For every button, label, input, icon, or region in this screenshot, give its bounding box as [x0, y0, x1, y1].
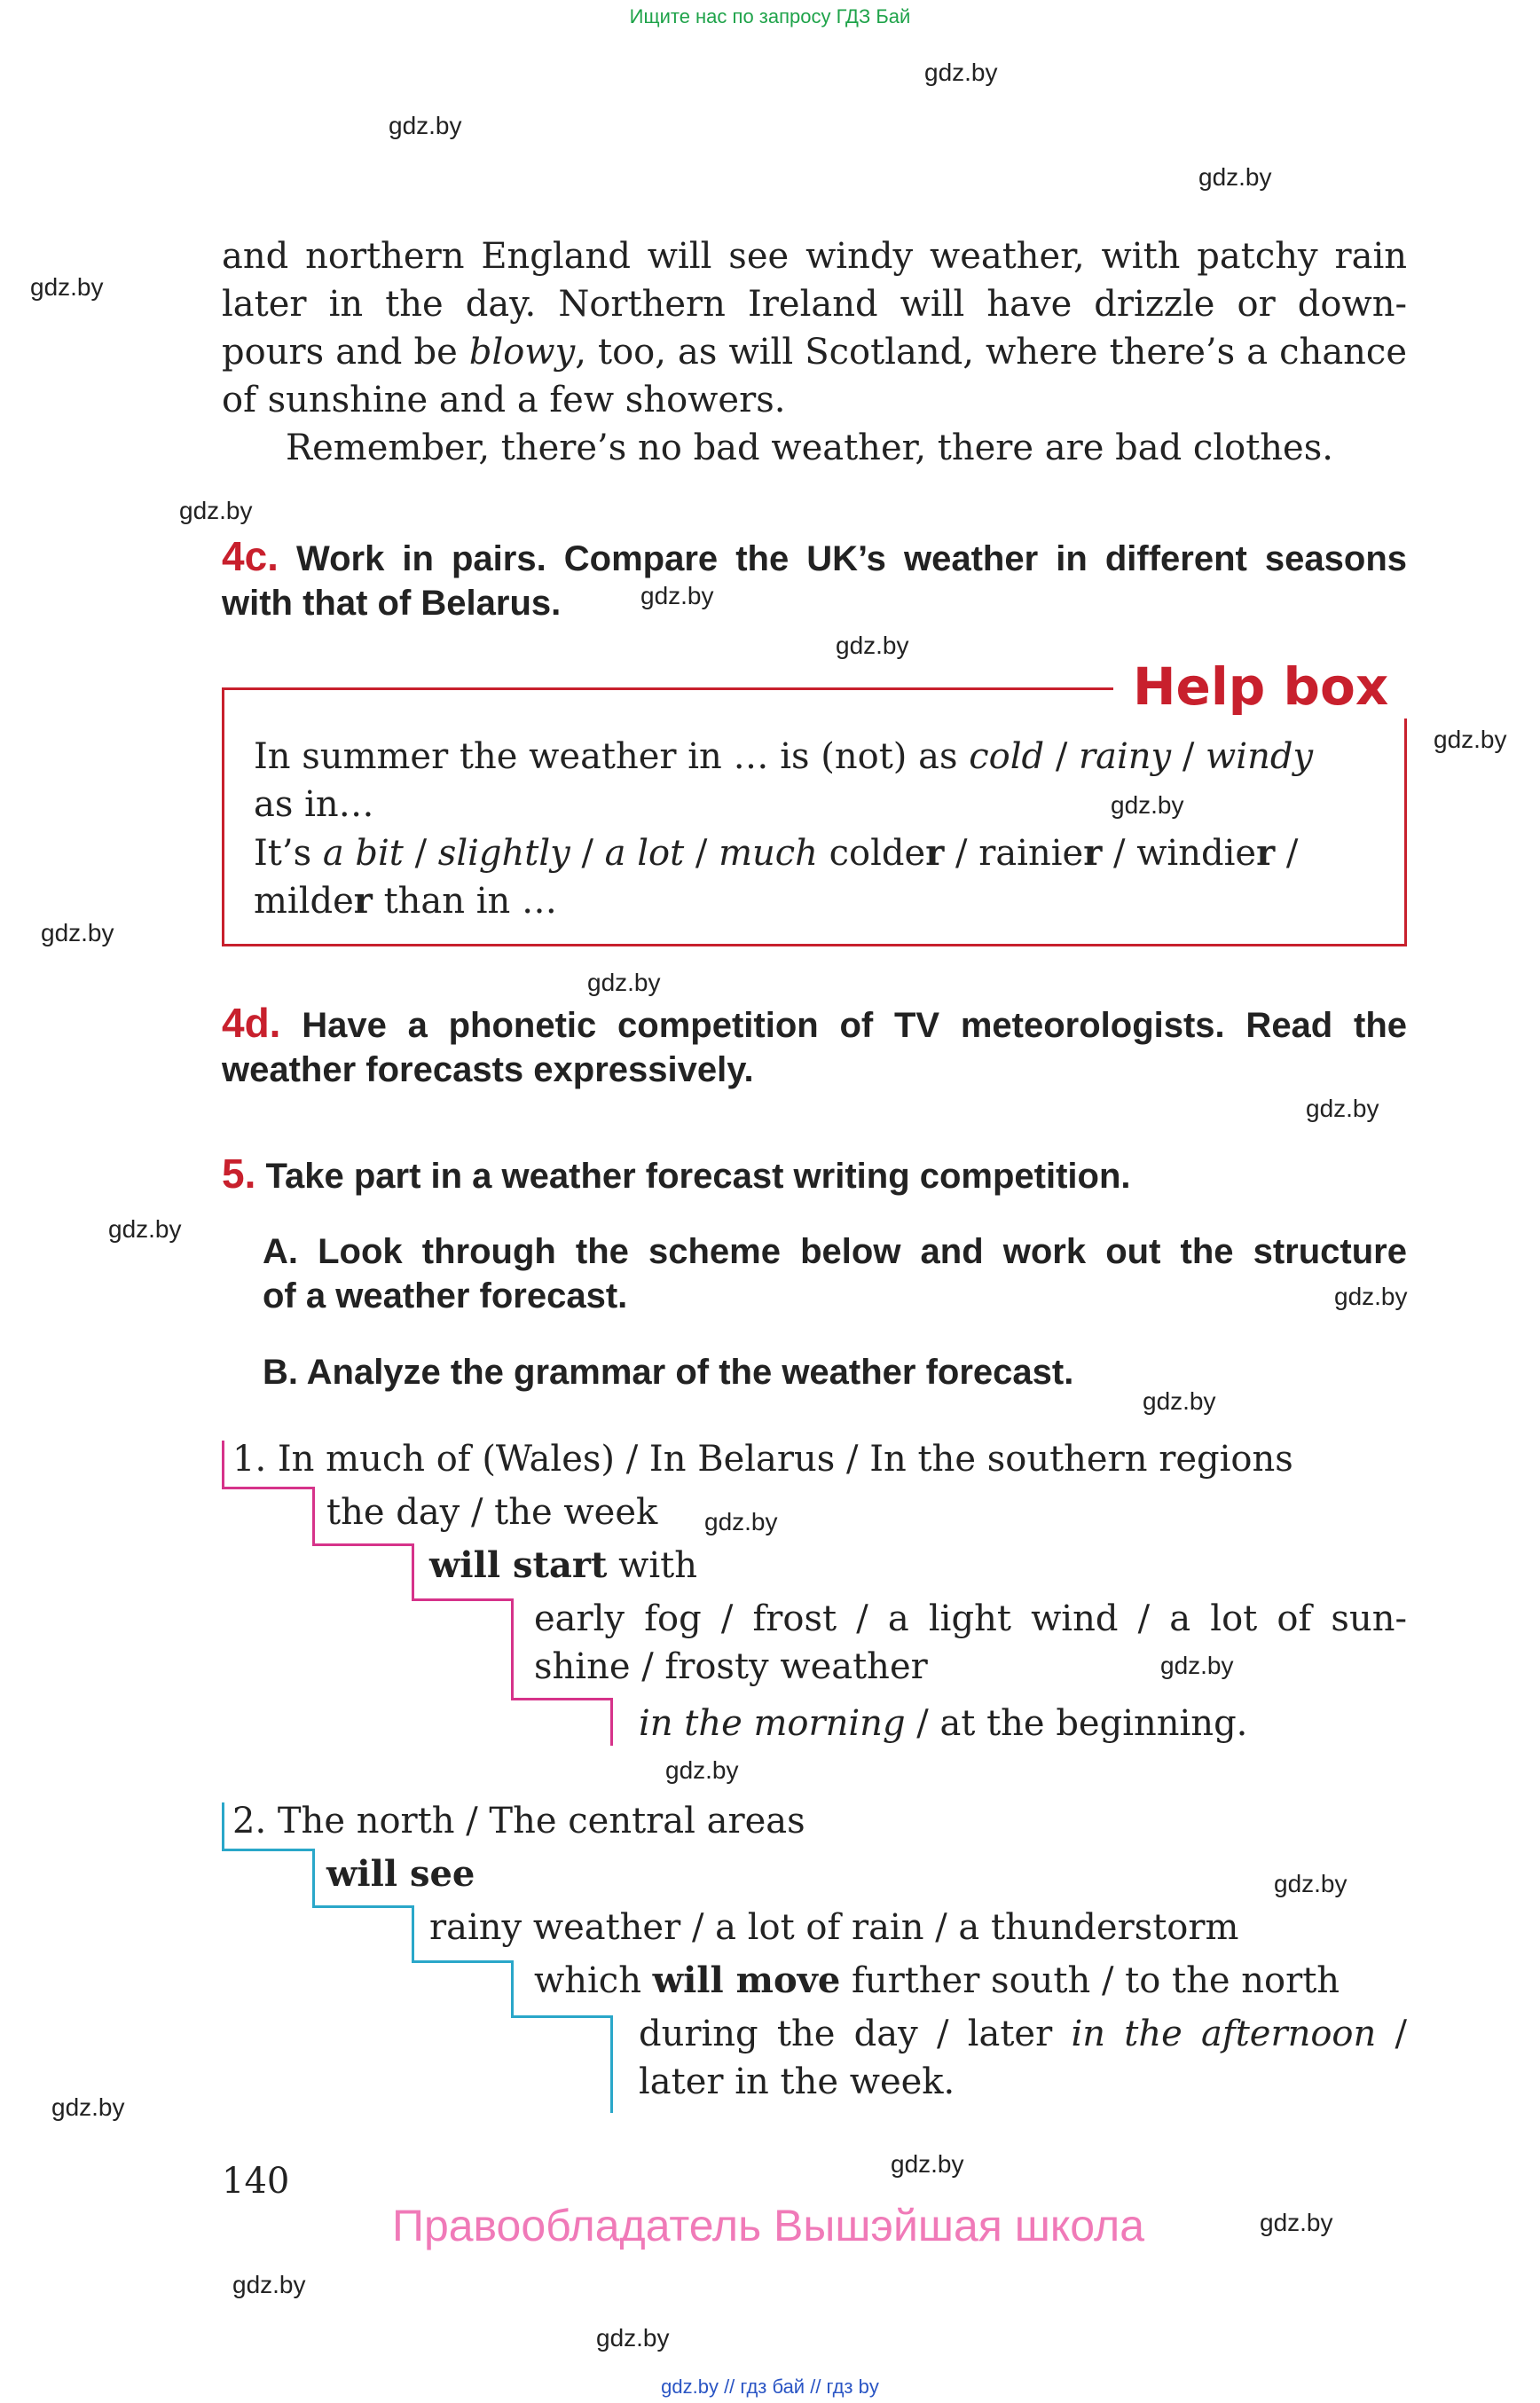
scheme-line [610, 2015, 613, 2113]
watermark: gdz.by [1306, 1095, 1379, 1122]
proverb-line: Remember, there’s no bad weather, there are bad clothes. [286, 428, 1333, 468]
task-text: Work in pairs. Compare the UK’s weather in different seasons [296, 539, 1408, 578]
scheme-line [312, 1849, 315, 1907]
text: / [403, 833, 438, 874]
help-box-line [254, 832, 1298, 874]
watermark: gdz.by [1260, 2209, 1333, 2236]
scheme-2-line: 2. The north / The central areas [232, 1801, 805, 1842]
italic-phrase: in the morning [639, 1703, 906, 1744]
scheme-2-line: rainy weather / a lot of rain / a thunderstorm [429, 1907, 1239, 1948]
text: milde [254, 881, 354, 922]
task-number: 4c. [222, 533, 279, 579]
scheme-line [412, 1598, 513, 1601]
watermark: gdz.by [232, 2271, 306, 2298]
watermark: gdz.by [41, 919, 114, 946]
watermark: gdz.by [389, 112, 462, 139]
watermark: gdz.by [640, 582, 714, 609]
bold-suffix: r [1256, 832, 1276, 874]
italic-word: blowy [468, 332, 576, 373]
watermark: gdz.by [1160, 1652, 1234, 1679]
scheme-line [511, 1598, 514, 1700]
watermark: gdz.by [665, 1756, 739, 1784]
text: In summer the weather in … is (not) as [254, 736, 970, 777]
scheme-line [222, 1849, 314, 1851]
task-5 [222, 1151, 1131, 1198]
scheme-line [312, 1487, 315, 1545]
watermark: gdz.by [179, 497, 253, 524]
scheme-line [511, 1960, 514, 2017]
bottom-links[interactable]: gdz.by // гдз бай // гдз by [661, 2376, 879, 2398]
text: / [570, 833, 605, 874]
help-box-line [254, 736, 1313, 777]
watermark: gdz.by [587, 969, 661, 996]
text: during the day / later [639, 2014, 1072, 2054]
watermark: gdz.by [1334, 1283, 1408, 1310]
task-line: with that of Belarus. [222, 584, 562, 623]
watermark: gdz.by [1434, 726, 1507, 753]
scheme-2-line [534, 1957, 1340, 2005]
italic-word: windy [1206, 736, 1314, 777]
copyright-owner: Правообладатель Вышэйшая школа [392, 2201, 1144, 2250]
page-number: 140 [222, 2161, 290, 2202]
watermark: gdz.by [924, 59, 998, 86]
paragraph-line: and northern England will see windy weather, with patchy rain [222, 236, 1407, 277]
text: / [1171, 736, 1206, 777]
scheme-2-line [639, 2010, 1407, 2058]
text: It’s [254, 833, 323, 874]
bold-suffix: r [353, 880, 373, 922]
help-box-line: as in… [254, 784, 374, 825]
task-text: Have a phonetic competition of TV meteorologists. Read the [302, 1006, 1407, 1045]
text: colde [817, 833, 926, 874]
task-line: A. Look through the scheme below and work out the structure [263, 1232, 1407, 1271]
task-5a [263, 1229, 1407, 1318]
scheme-line [412, 1905, 414, 1962]
scheme-line [610, 1698, 613, 1746]
text: , too, as will Scotland, where there’s a chance [575, 332, 1408, 373]
italic-word: a lot [604, 833, 685, 874]
bold-suffix: r [925, 832, 945, 874]
top-banner[interactable]: Ищите нас по запросу ГДЗ Бай [629, 5, 911, 27]
scheme-line [511, 2015, 612, 2018]
scheme-2-line: will see [326, 1853, 475, 1895]
scheme-line [222, 1487, 314, 1489]
forecast-paragraph [222, 232, 1407, 472]
scheme-line [312, 1543, 413, 1546]
task-number: 4d. [222, 1000, 281, 1046]
task-text: Take part in a weather forecast writing competition. [265, 1157, 1131, 1196]
scheme-2-line: later in the week. [639, 2061, 955, 2102]
italic-word: a bit [322, 833, 404, 874]
paragraph-line: later in the day. Northern Ireland will have drizzle or down- [222, 284, 1407, 325]
watermark: gdz.by [891, 2150, 964, 2178]
watermark: gdz.by [1111, 791, 1184, 819]
italic-phrase: in the afternoon [1071, 2014, 1377, 2054]
text: further south / to the north [840, 1960, 1340, 2001]
text: / [1044, 736, 1080, 777]
scheme-line [222, 1441, 224, 1488]
text: / at the beginning. [905, 1703, 1248, 1744]
scheme-1-line: early fog / frost / a light wind / a lot of sun- [534, 1598, 1407, 1639]
scheme-1-line: 1. In much of (Wales) / In Belarus / In the southern regions [232, 1439, 1293, 1480]
italic-word: rainy [1079, 736, 1172, 777]
scheme-line [511, 1698, 612, 1700]
watermark: gdz.by [1274, 1870, 1348, 1897]
text: / [1275, 833, 1299, 874]
watermark: gdz.by [51, 2093, 125, 2121]
task-4d [222, 1001, 1407, 1092]
task-5b: B. Analyze the grammar of the weather forecast. [263, 1353, 1074, 1392]
paragraph-line [222, 328, 1407, 376]
text: / rainie [944, 833, 1084, 874]
watermark: gdz.by [108, 1215, 182, 1243]
text: / windie [1102, 833, 1257, 874]
bold-phrase: will start [429, 1544, 608, 1586]
help-box-line [254, 880, 557, 922]
scheme-1-line: shine / frosty weather [534, 1646, 928, 1687]
italic-word: slightly [437, 833, 570, 874]
task-number: 5. [222, 1150, 256, 1197]
italic-word: much [719, 833, 818, 874]
task-line [222, 534, 1407, 581]
text: / [1376, 2014, 1407, 2054]
scheme-2-block [639, 2010, 1407, 2106]
scheme-line [412, 1543, 414, 1600]
bold-phrase: will move [652, 1959, 841, 2001]
watermark: gdz.by [836, 632, 909, 659]
text: than in … [372, 881, 558, 922]
scheme-line [412, 1960, 513, 1963]
text: / [684, 833, 719, 874]
paragraph-line: of sunshine and a few showers. [222, 380, 786, 420]
scheme-1-line: the day / the week [326, 1492, 658, 1533]
task-line [222, 1001, 1407, 1048]
text: pours and be [222, 332, 469, 373]
watermark: gdz.by [1143, 1387, 1216, 1415]
scheme-1-block [534, 1595, 1407, 1691]
task-4c [222, 534, 1407, 625]
watermark: gdz.by [1198, 163, 1272, 191]
text: which [534, 1960, 653, 2001]
watermark: gdz.by [704, 1508, 778, 1535]
italic-word: cold [969, 736, 1045, 777]
help-box-title: Help box [1113, 655, 1408, 719]
scheme-line [222, 1802, 224, 1850]
watermark: gdz.by [30, 273, 104, 301]
bold-suffix: r [1083, 832, 1103, 874]
text: with [607, 1545, 698, 1586]
scheme-1-line [429, 1542, 697, 1590]
scheme-line [312, 1905, 413, 1908]
watermark: gdz.by [596, 2324, 670, 2352]
task-line: weather forecasts expressively. [222, 1050, 754, 1089]
task-line: of a weather forecast. [263, 1276, 628, 1315]
scheme-1-line [639, 1700, 1247, 1747]
